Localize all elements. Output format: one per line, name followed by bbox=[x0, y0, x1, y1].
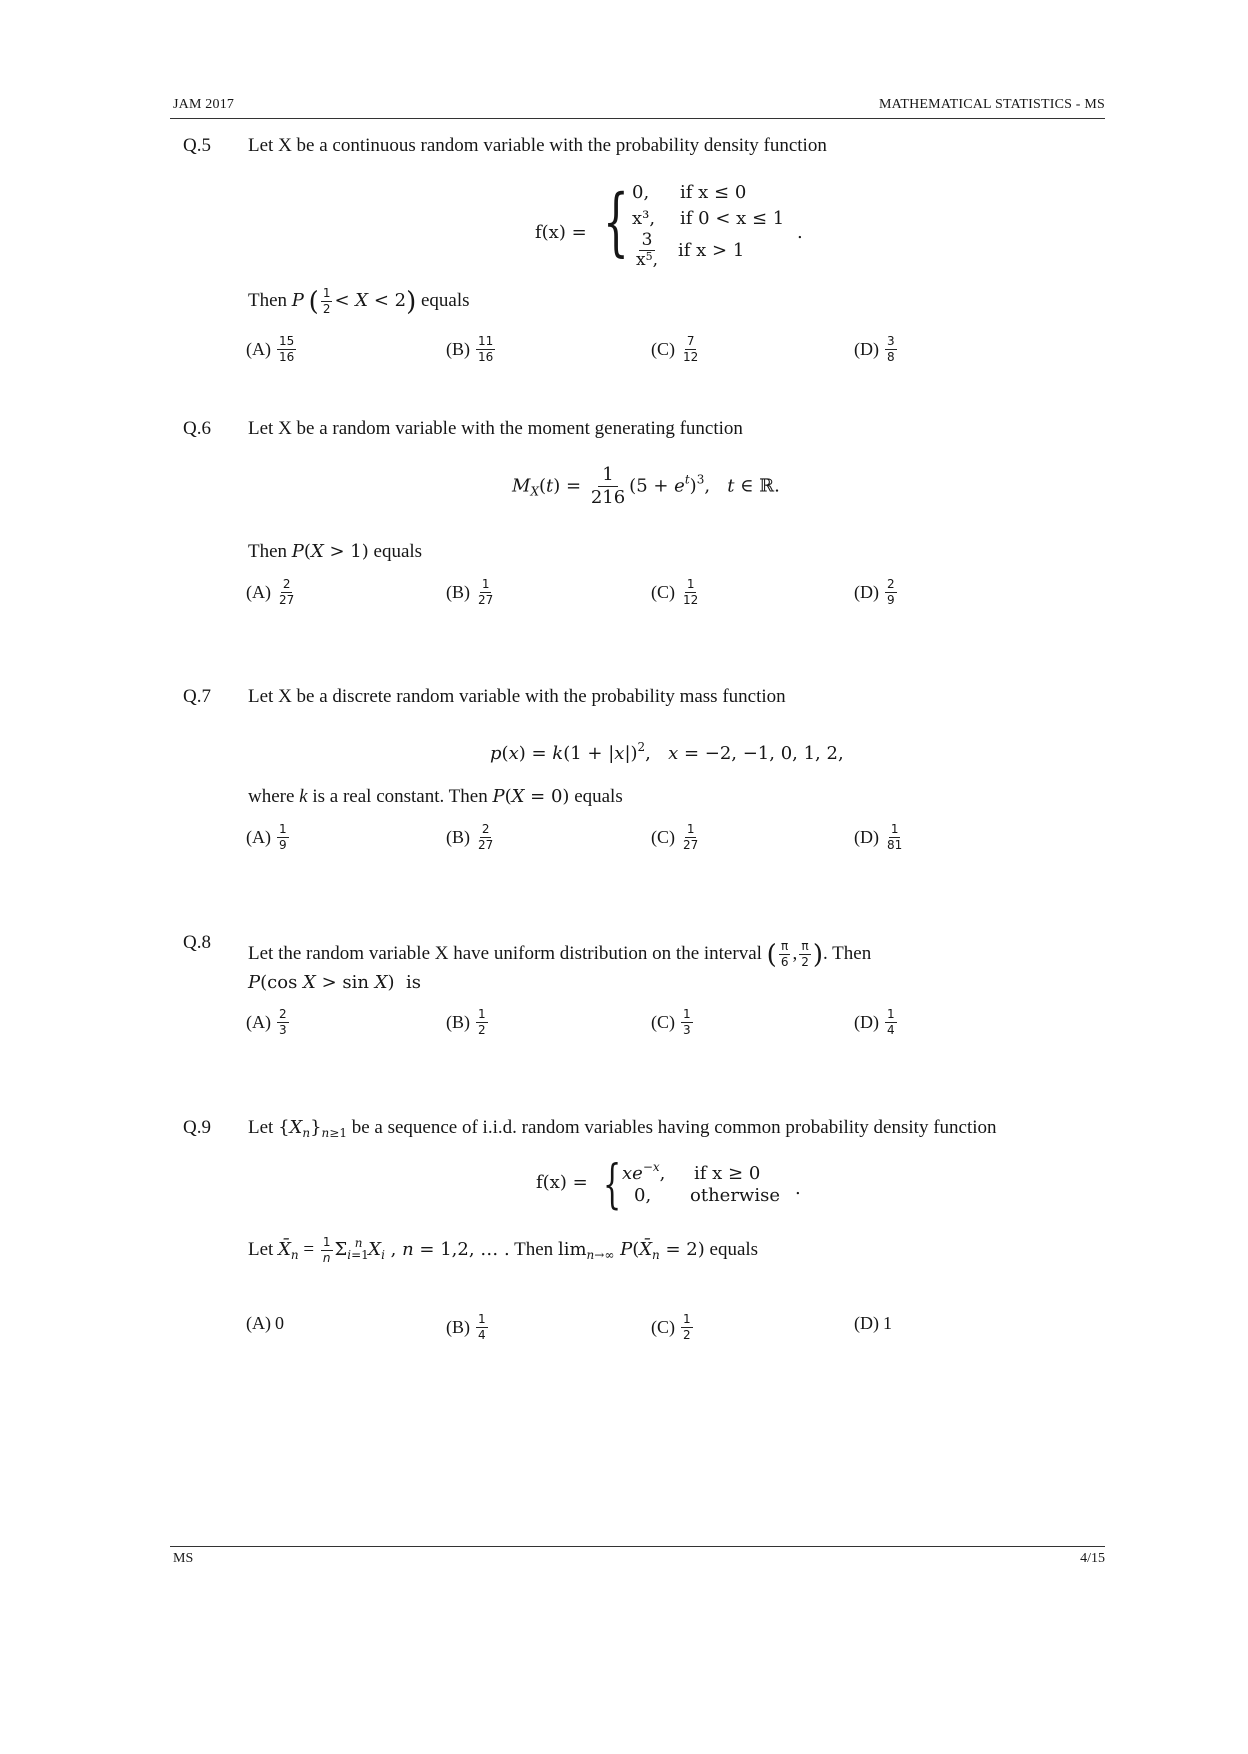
question-prompt: P(cos X > sin X) is bbox=[248, 972, 421, 993]
option-d[interactable]: (D) $\frac{1}{81}$ bbox=[854, 822, 903, 853]
question-number: Q.6 bbox=[183, 418, 211, 439]
option-b[interactable]: (B) $\frac{11}{16}$ bbox=[446, 334, 494, 365]
punctuation: . bbox=[795, 1178, 801, 1199]
header-exam-name: JAM 2017 bbox=[173, 97, 235, 112]
pdf-case-1: 0, if x ≤ 0 bbox=[632, 182, 747, 203]
header-rule bbox=[170, 118, 1105, 119]
option-d[interactable]: (D) $\frac{2}{9}$ bbox=[854, 577, 895, 608]
option-c[interactable]: (C) $\frac{1}{2}$ bbox=[651, 1312, 691, 1343]
punctuation: . bbox=[797, 222, 803, 243]
footer-code: MS bbox=[173, 1551, 194, 1566]
question-statement: Let X be a continuous random variable with the probability density function bbox=[248, 135, 827, 156]
option-b[interactable]: (B) $\frac{2}{27}$ bbox=[446, 822, 494, 853]
question-number: Q.9 bbox=[183, 1117, 211, 1138]
question-statement: Let X be a random variable with the moment generating function bbox=[248, 418, 743, 439]
header-subject: MATHEMATICAL STATISTICS - MS bbox=[878, 97, 1105, 112]
question-statement: Let X be a discrete random variable with the probability mass function bbox=[248, 686, 786, 707]
pdf-lhs: f(x) = bbox=[536, 1172, 588, 1193]
page-number: 4/15 bbox=[1080, 1551, 1105, 1566]
options bbox=[0, 335, 1248, 375]
pdf-case-2: x³, if 0 < x ≤ 1 bbox=[632, 208, 785, 229]
option-c[interactable]: (C) $\frac{1}{27}$ bbox=[651, 822, 699, 853]
question-statement: Let the random variable X have uniform distribution on the interval ( $\frac{\pi}{6}$ , $\frac{\pi}{2}$ ). Then bbox=[248, 939, 872, 971]
question-prompt: Then P ( $\frac{1}{2}$ < X < 2) equals bbox=[248, 286, 470, 318]
option-a[interactable]: (A) $\frac{2}{27}$ bbox=[246, 577, 295, 608]
option-d[interactable]: (D) $\frac{3}{8}$ bbox=[854, 334, 895, 365]
options bbox=[0, 1008, 1248, 1048]
option-d[interactable]: (D) 1 bbox=[854, 1313, 892, 1333]
question-prompt: Then P(X > 1) equals bbox=[248, 541, 423, 562]
option-d[interactable]: (D) $\frac{1}{4}$ bbox=[854, 1007, 895, 1038]
question-statement: Let $\{X_n\}_{n\ge 1}$ be a sequence of i.i.d. random variables having common probability density function bbox=[248, 1117, 997, 1140]
question-number: Q.8 bbox=[183, 932, 211, 953]
option-a[interactable]: (A) $\frac{15}{16}$ bbox=[246, 334, 295, 365]
options bbox=[0, 578, 1248, 618]
option-b[interactable]: (B) $\frac{1}{27}$ bbox=[446, 577, 494, 608]
question-prompt: Let $X̄_n$ = $\frac{1}{n}$ $\Sigma_{i=1}^n$ $X_i$ , n = 1,2, … . Then $\lim_{n\to\infty}$ $P(X̄_n = 2)$ equals bbox=[248, 1235, 759, 1266]
left-brace: { bbox=[603, 1155, 622, 1215]
footer-rule bbox=[170, 1546, 1105, 1547]
question-number: Q.7 bbox=[183, 686, 211, 707]
pdf-case-1: $xe^{-x}$, if x ≥ 0 bbox=[622, 1160, 761, 1184]
options bbox=[0, 823, 1248, 863]
option-a[interactable]: (A) $\frac{1}{9}$ bbox=[246, 822, 287, 853]
option-c[interactable]: (C) $\frac{1}{3}$ bbox=[651, 1007, 691, 1038]
pdf-case-2: 0, otherwise bbox=[634, 1185, 780, 1206]
pdf-lhs: f(x) = bbox=[535, 222, 587, 243]
question-number: Q.5 bbox=[183, 135, 211, 156]
option-b[interactable]: (B) $\frac{1}{4}$ bbox=[446, 1312, 486, 1343]
option-b[interactable]: (B) $\frac{1}{2}$ bbox=[446, 1007, 486, 1038]
options bbox=[0, 1313, 1248, 1353]
option-a[interactable]: (A) 0 bbox=[246, 1313, 284, 1333]
mgf-formula: $M_X(t)$ = $\frac{1}{216}$ $(5 + e^t)^3$, t ∈ ℝ. bbox=[512, 464, 780, 508]
option-c[interactable]: (C) $\frac{1}{12}$ bbox=[651, 577, 699, 608]
left-brace: { bbox=[603, 179, 629, 265]
pmf-formula: $p(x) = k(1 + |x|)^2$, x = −2, −1, 0, 1, 2, bbox=[490, 740, 844, 764]
question-prompt: where k is a real constant. Then P(X = 0) equals bbox=[248, 786, 623, 807]
option-c[interactable]: (C) $\frac{7}{12}$ bbox=[651, 334, 699, 365]
option-a[interactable]: (A) $\frac{2}{3}$ bbox=[246, 1007, 287, 1038]
pdf-case-3: $\frac{3}{x^5,}$ if x > 1 bbox=[636, 230, 745, 270]
